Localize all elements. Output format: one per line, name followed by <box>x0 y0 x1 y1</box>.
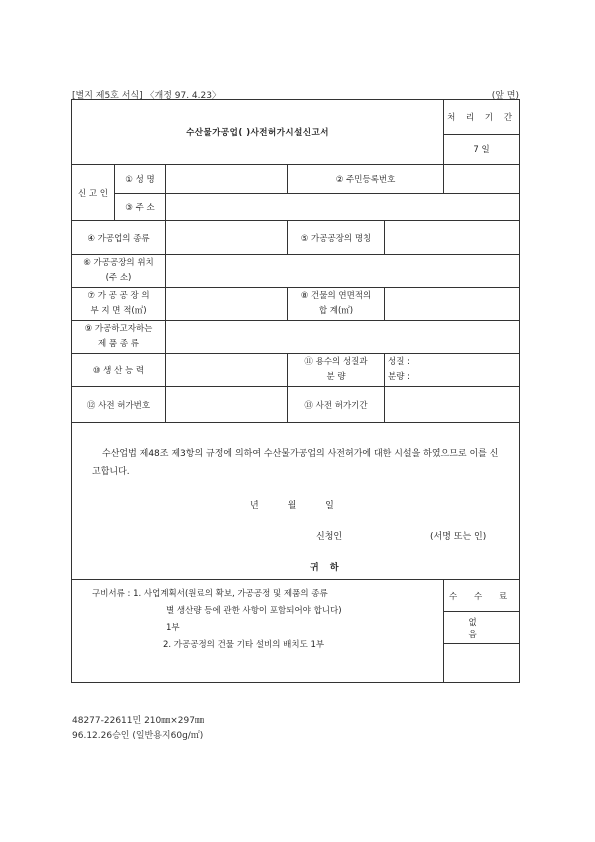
docs-line-1: 구비서류 : 1. 사업계획서(원료의 확보, 가공공정 및 제품의 종류 <box>92 589 328 599</box>
products-label-line2: 제 품 종 류 <box>98 339 139 349</box>
name-label: ① 성 명 <box>115 165 166 194</box>
business-type-field[interactable] <box>166 221 288 255</box>
resident-number-field[interactable] <box>444 165 520 194</box>
fee-label: 수 수 료 <box>444 580 520 612</box>
required-documents <box>72 580 444 683</box>
factory-location-field[interactable] <box>166 255 520 288</box>
water-label-line1: ⑪ 용수의 성질과 <box>304 357 368 367</box>
fee-blank-cell <box>444 644 520 683</box>
permit-number-field[interactable] <box>166 387 288 423</box>
declaration-section <box>72 423 520 580</box>
factory-location-label-line2: (주 소) <box>105 273 132 283</box>
water-quantity-label: 분량 : <box>388 372 410 382</box>
business-type-label: ④ 가공업의 종류 <box>72 221 166 255</box>
capacity-field[interactable] <box>166 354 288 387</box>
floor-area-label-line1: ⑧ 건물의 연면적의 <box>300 291 372 301</box>
docs-line-2: 별 생산량 등에 관한 사항이 포함되어야 합니다) <box>166 606 342 616</box>
date-year: 년 <box>250 501 259 511</box>
applicant-label: 신 고 인 <box>72 165 115 221</box>
water-field[interactable] <box>385 354 520 387</box>
site-area-field[interactable] <box>166 288 288 321</box>
floor-area-field[interactable] <box>385 288 520 321</box>
date-day: 일 <box>325 501 334 511</box>
address-label: ③ 주 소 <box>115 194 166 221</box>
products-label-line1: ⑨ 가공하고자하는 <box>84 324 153 334</box>
footer-print-code: 48277-22611민 210㎜×297㎜ <box>72 716 204 726</box>
processing-period-value: 7 일 <box>444 134 520 164</box>
site-area-label <box>72 288 166 321</box>
products-label <box>72 321 166 354</box>
name-field[interactable] <box>166 165 288 194</box>
permit-period-field[interactable] <box>385 387 520 423</box>
declaration-text: 수산업법 제48조 제3항의 규정에 의하여 수산물가공업의 사전허가에 대한 시설을 하였으므로 이를 신고합니다. <box>92 449 499 477</box>
site-area-label-line2: 부 지 면 적(㎡) <box>90 306 147 316</box>
date-line <box>250 498 360 511</box>
date-month: 월 <box>287 501 297 511</box>
form-title: 수산물가공업( )사전허가시설신고서 <box>72 100 444 165</box>
permit-number-label: ⑫ 사전 허가번호 <box>72 387 166 423</box>
fee-value: 없 음 <box>444 612 520 644</box>
docs-line-3: 1부 <box>166 623 180 633</box>
water-quality-label: 성질 : <box>388 357 410 367</box>
factory-name-label: ⑤ 가공공장의 명칭 <box>288 221 385 255</box>
floor-area-label <box>288 288 385 321</box>
factory-location-label-line1: ⑥ 가공공장의 위치 <box>83 258 154 268</box>
processing-period-label: 처 리 기 간 <box>444 100 520 135</box>
declaration-form <box>71 99 520 683</box>
floor-area-label-line2: 합 계(㎡) <box>318 306 354 316</box>
page-side-label: (앞 면) <box>491 91 519 101</box>
applicant-sign-label: 신청인 <box>316 532 343 542</box>
factory-location-label <box>72 255 166 288</box>
permit-period-label: ⑬ 사전 허가기간 <box>288 387 385 423</box>
water-label-line2: 분 량 <box>326 372 346 382</box>
resident-number-label: ② 주민등록번호 <box>288 165 444 194</box>
form-reference: [별지 제5호 서식] 〈개정 97. 4.23〉 <box>72 91 221 101</box>
docs-line-4: 2. 가공공정의 건물 기타 설비의 배치도 1부 <box>163 640 325 650</box>
address-field[interactable] <box>166 194 520 221</box>
signature-note: (서명 또는 인) <box>430 532 487 542</box>
capacity-label: ⑩ 생 산 능 력 <box>72 354 166 387</box>
products-field[interactable] <box>166 321 520 354</box>
site-area-label-line1: ⑦ 가 공 공 장 의 <box>87 291 150 301</box>
footer-approval: 96.12.26승인 (일반용지60g/㎡) <box>72 731 204 741</box>
recipient-label: 귀 하 <box>310 563 343 573</box>
factory-name-field[interactable] <box>385 221 520 255</box>
water-label <box>288 354 385 387</box>
